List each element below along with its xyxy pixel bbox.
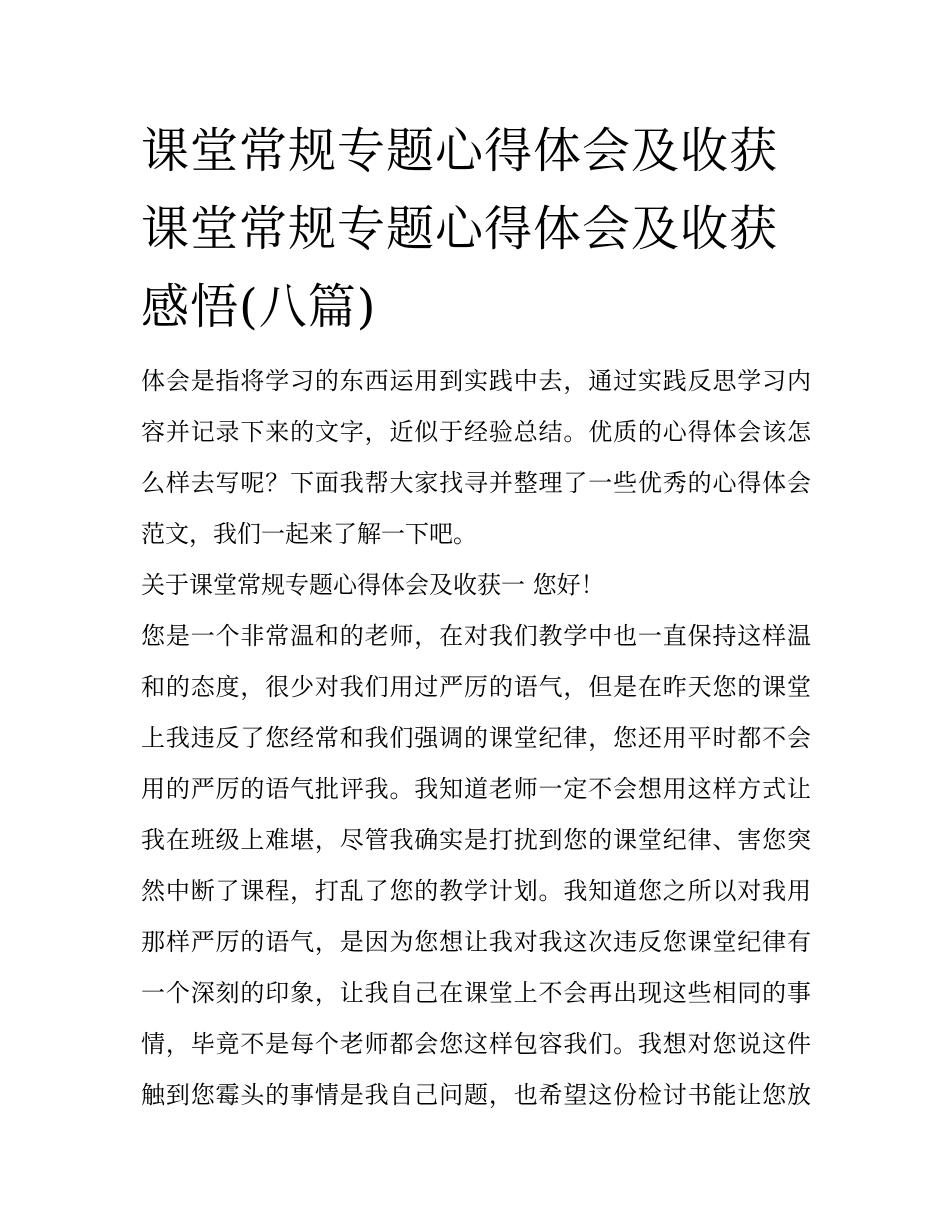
body-line-1: 体会是指将学习的东西运用到实践中去，通过实践反思学习内 xyxy=(141,367,811,395)
title-line-1: 课堂常规专题心得体会及收获 xyxy=(141,123,779,179)
title-line-2: 课堂常规专题心得体会及收获 xyxy=(141,201,779,257)
body-line-12: 那样严厉的语气，是因为您想让我对我这次违反您课堂纪律有 xyxy=(141,928,811,956)
body-line-10: 我在班级上难堪，尽管我确实是打扰到您的课堂纪律、害您突 xyxy=(141,826,811,854)
document-title xyxy=(141,112,841,346)
title-line-3: 感悟(八篇) xyxy=(141,279,377,335)
body-line-11: 然中断了课程，打乱了您的教学计划。我知道您之所以对我用 xyxy=(141,877,811,905)
body-line-9: 用的严厉的语气批评我。我知道老师一定不会想用这样方式让 xyxy=(141,775,811,803)
document-body xyxy=(141,356,831,1121)
body-line-13: 一个深刻的印象，让我自己在课堂上不会再出现这些相同的事 xyxy=(141,979,811,1007)
body-line-4: 范文，我们一起来了解一下吧。 xyxy=(141,520,477,548)
body-line-2: 容并记录下来的文字，近似于经验总结。优质的心得体会该怎 xyxy=(141,418,811,446)
body-line-7: 和的态度，很少对我们用过严厉的语气，但是在昨天您的课堂 xyxy=(141,673,811,701)
body-line-6: 您是一个非常温和的老师，在对我们教学中也一直保持这样温 xyxy=(141,622,811,650)
body-line-15: 触到您霉头的事情是我自己问题，也希望这份检讨书能让您放 xyxy=(141,1081,811,1109)
body-line-8: 上我违反了您经常和我们强调的课堂纪律，您还用平时都不会 xyxy=(141,724,811,752)
body-line-3: 么样去写呢？下面我帮大家找寻并整理了一些优秀的心得体会 xyxy=(141,469,811,497)
body-line-5: 关于课堂常规专题心得体会及收获一 您好！ xyxy=(141,571,605,599)
body-line-14: 情，毕竟不是每个老师都会您这样包容我们。我想对您说这件 xyxy=(141,1030,811,1058)
